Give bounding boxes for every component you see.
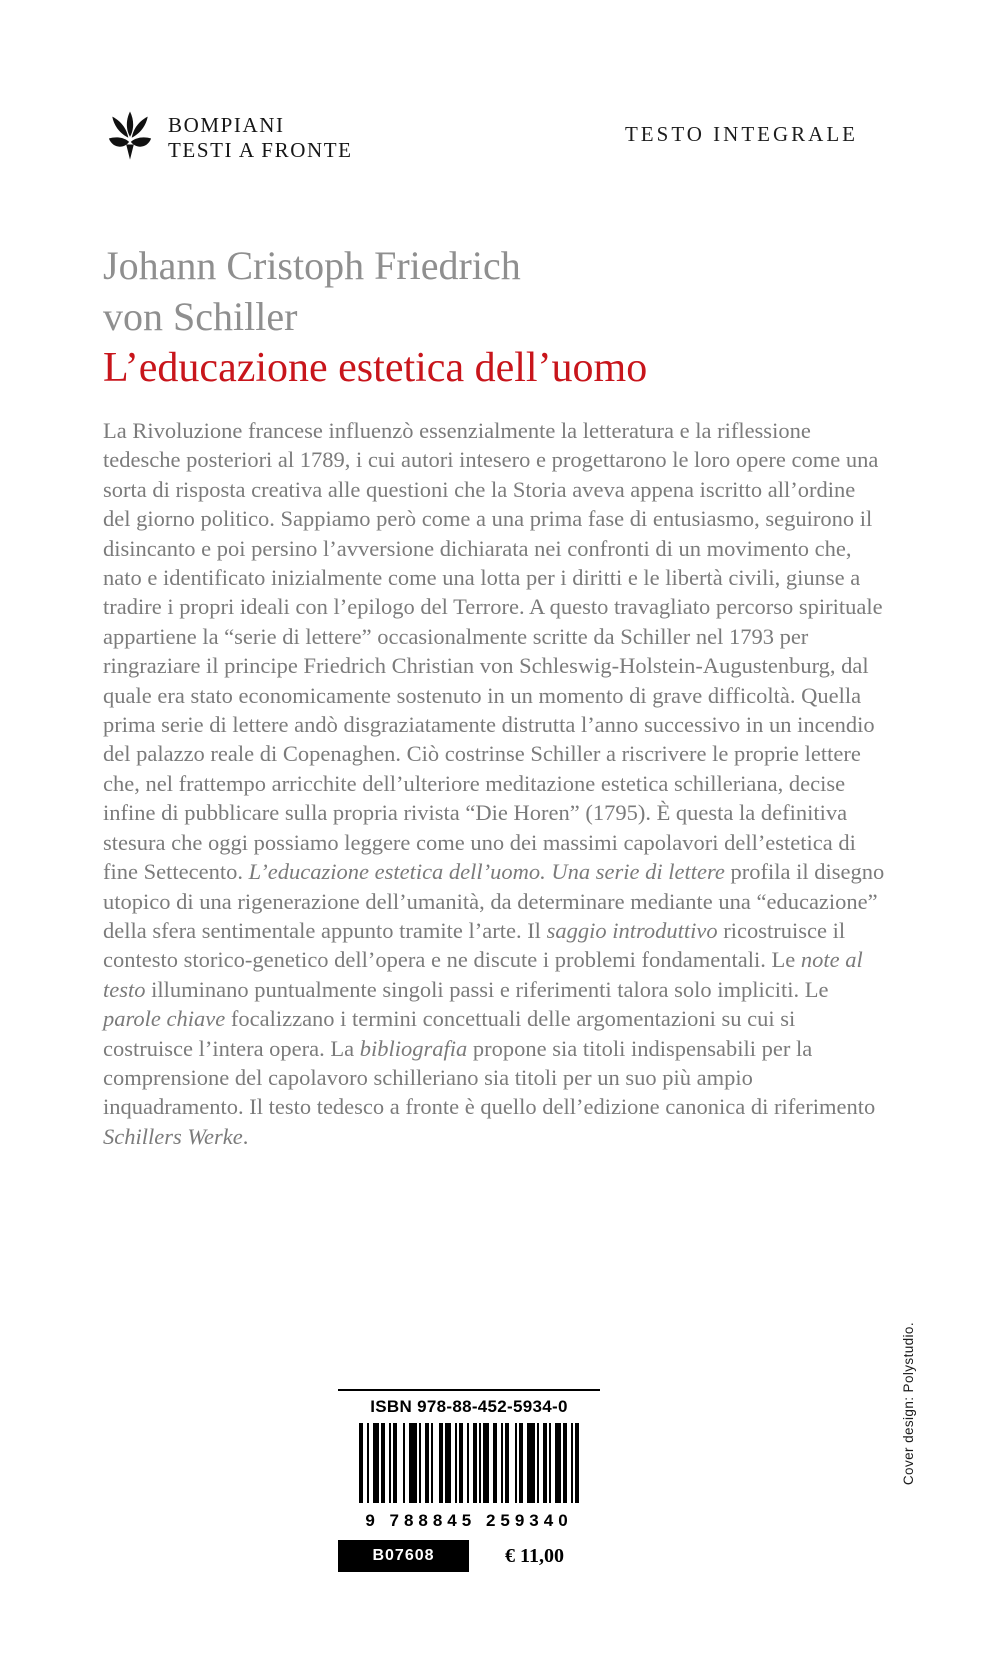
cover-design-credit: Cover design: Polystudio. <box>901 1322 916 1486</box>
publisher-text <box>168 106 353 163</box>
price: € 11,00 <box>505 1544 564 1567</box>
author-name-line2: von Schiller <box>103 294 298 339</box>
barcode <box>359 1423 579 1503</box>
barcode-block <box>338 1389 600 1572</box>
back-cover-blurb: La Rivoluzione francese influenzò essenzialmente la letteratura e la riflessione tedesche posteriori al 1789, i cui autori intesero e progettarono le loro opere come una sorta di risposta creativa alle questioni che la Storia aveva appena iscritto all’ordine del giorno politico. Sappiamo però come a una prima fase di entusiasmo, seguirono il disincanto e poi persino l’avversione dichiarata nei confronti di un movimento che, nato e identificato inizialmente come una lotta per i diritti e le libertà civili, giunse a tradire i propri ideali con l’epilogo del Terrore. A questo travagliato percorso spirituale appartiene la “serie di lettere” occasionalmente scritte da Schiller nel 1793 per ringraziare il principe Friedrich Christian von Schleswig-Holstein-Augustenburg, dal quale era stato economicamente sostenuto in un momento di grave difficoltà. Quella prima serie di lettere andò disgraziatamente distrutta l’anno successivo in un incendio del palazzo reale di Copenaghen. Ciò costrinse Schiller a riscrivere le proprie lettere che, nel frattempo arricchite dell’ulteriore meditazione estetica schilleriana, decise infine di pubblicare sulla propria rivista “Die Horen” (1795). È questa la definitiva stesura che oggi possiamo leggere come uno dei massimi capolavori dell’estetica di fine Settecento. L’educazione estetica dell’uomo. Una serie di lettere profila il disegno utopico di una rigenerazione dell’umanità, da determinare mediante una “educazione” della sfera sentimentale appunto tramite l’arte. Il saggio introduttivo ricostruisce il contesto storico-genetico dell’opera e ne discute i problemi fondamentali. Le note al testo illuminano puntualmente singoli passi e riferimenti talora solo impliciti. Le parole chiave focalizzano i termini concettuali delle argomentazioni su cui si costruisce l’intera opera. La bibliografia propone sia titoli indispensabili per la comprensione del capolavoro schilleriano sia titoli per un suo più ampio inquadramento. Il testo tedesco a fronte è quello dell’edizione canonica di riferimento Schillers Werke. <box>103 418 885 1149</box>
publisher-name: BOMPIANI <box>168 113 285 137</box>
title-block <box>103 240 647 395</box>
publisher-block <box>103 106 353 166</box>
pricing-row <box>338 1540 600 1572</box>
publisher-series: TESTI A FRONTE <box>168 138 353 162</box>
edition-badge: TESTO INTEGRALE <box>624 122 858 146</box>
bompiani-logo-icon <box>103 106 157 166</box>
isbn-label: ISBN 978-88-452-5934-0 <box>370 1397 568 1416</box>
catalog-code: B07608 <box>338 1540 469 1572</box>
barcode-digits: 9 788845 259340 <box>365 1511 573 1530</box>
author-name-line1: Johann Cristoph Friedrich <box>103 243 521 288</box>
book-title: L’educazione estetica dell’uomo <box>103 345 648 391</box>
